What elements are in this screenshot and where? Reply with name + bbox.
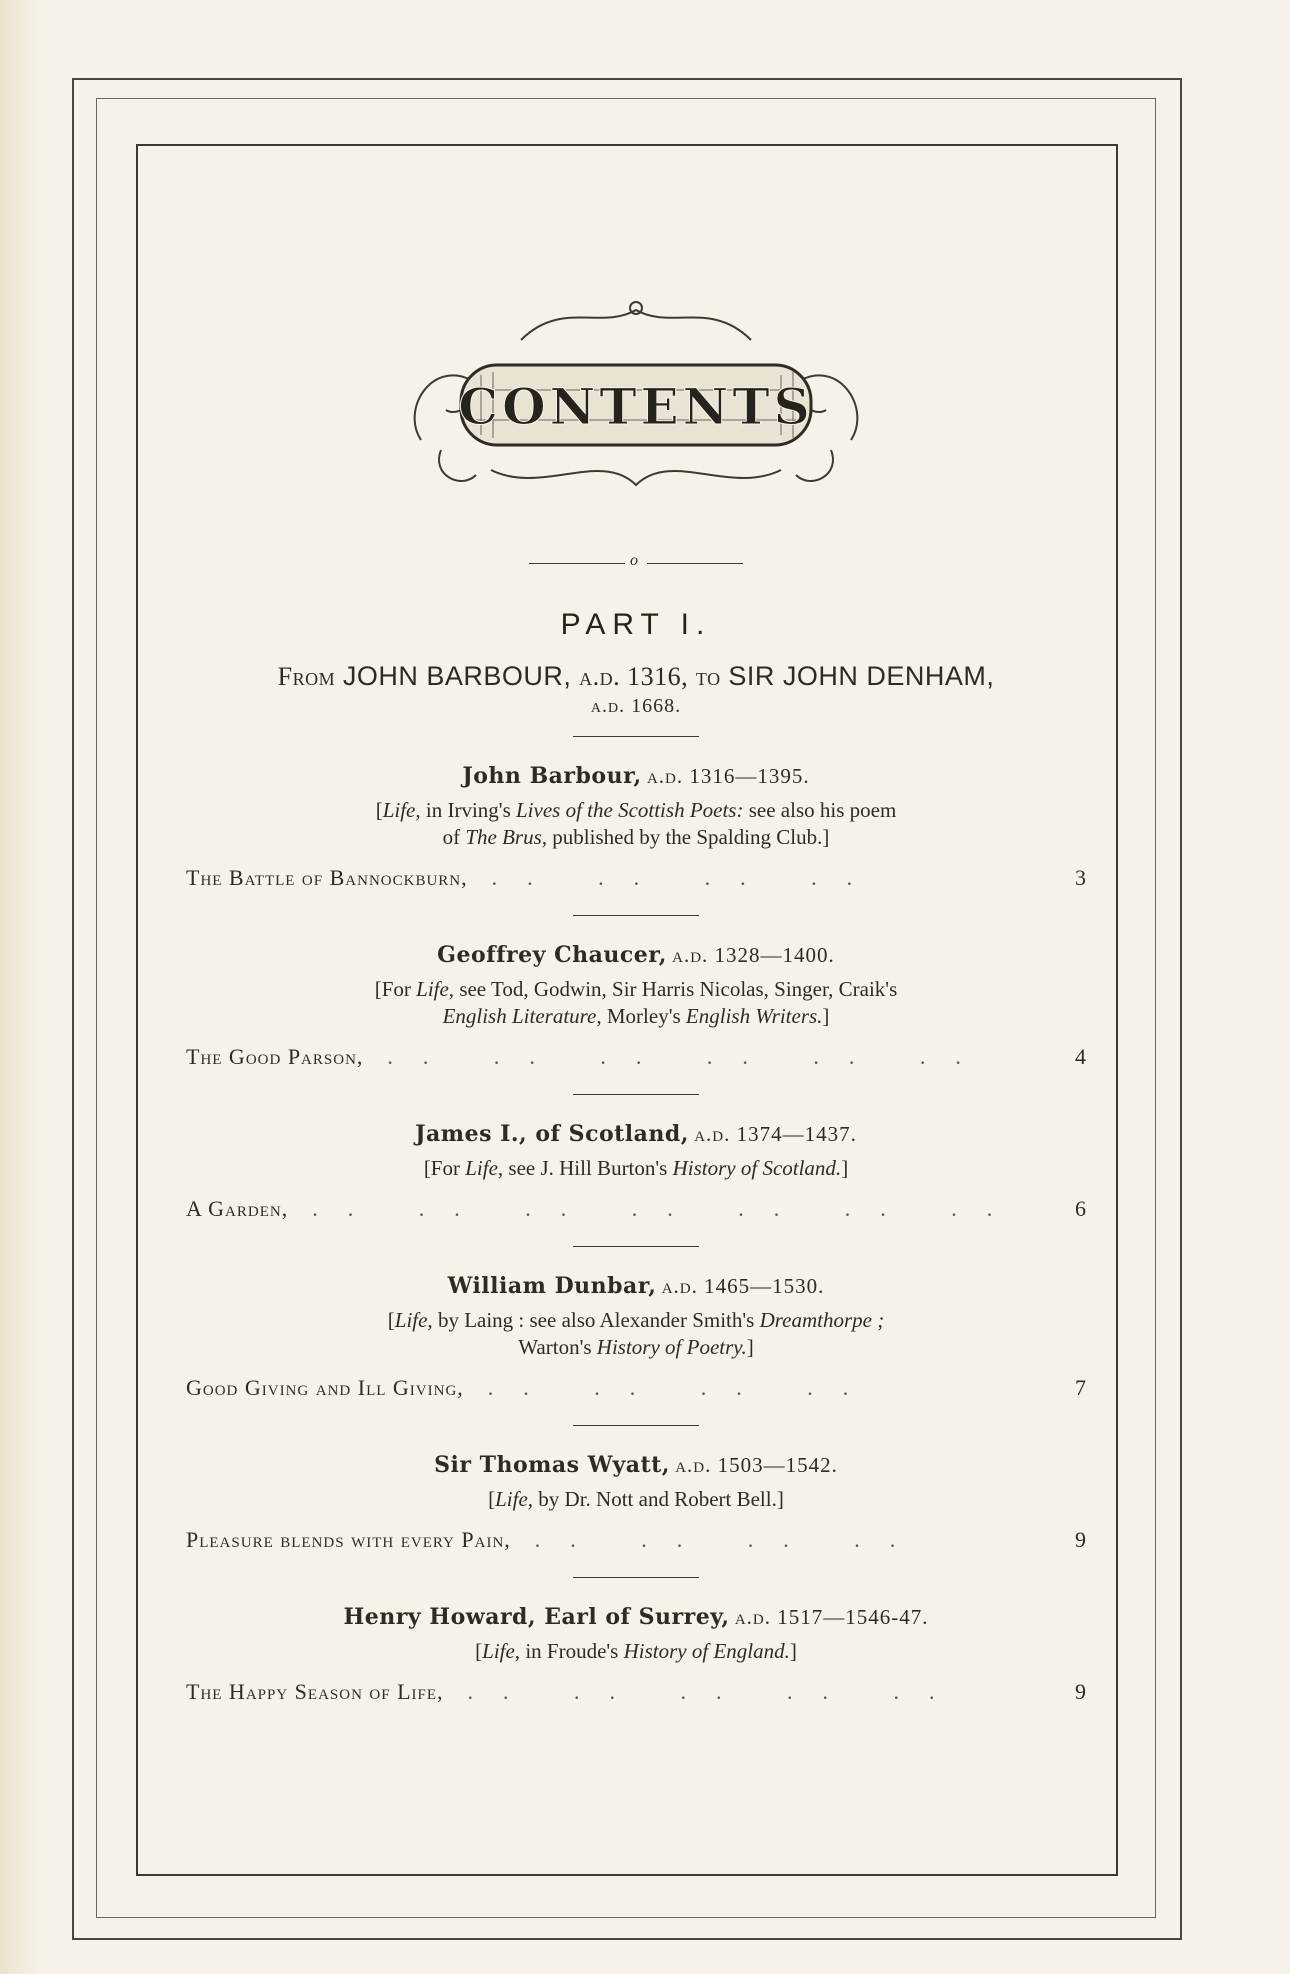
- page-edge-shadow: [0, 0, 40, 1974]
- note-text: in Irving's: [420, 798, 516, 822]
- author-dates: a.d. 1503—1542.: [675, 1453, 838, 1477]
- note-text: [For: [423, 1156, 466, 1180]
- note-text: Warton's: [518, 1335, 597, 1359]
- bibliographic-note: [186, 1638, 1086, 1665]
- author-dates: a.d. 1316—1395.: [646, 764, 810, 788]
- author-heading: [186, 1604, 1086, 1630]
- note-text: [: [375, 798, 383, 822]
- bibliographic-note: [186, 1155, 1086, 1182]
- leader-dots: .. .. .. .. ..: [467, 1679, 965, 1704]
- section-divider: [573, 1425, 699, 1426]
- toc-entry[interactable]: [186, 1196, 1086, 1222]
- note-text: in Froude's: [520, 1639, 624, 1663]
- note-text: see Tod, Godwin, Sir Harris Nicolas, Singer, Craik's: [454, 977, 898, 1001]
- note-text: [For: [374, 977, 417, 1001]
- author-name: James I., of Scotland,: [415, 1121, 689, 1147]
- author-dates: a.d. 1374—1437.: [694, 1122, 857, 1146]
- leader-dots: .. .. .. .. .. ..: [387, 1044, 991, 1069]
- from-date: a.d. 1316,: [579, 662, 689, 691]
- entry-title: A Garden,: [186, 1196, 289, 1221]
- toc-entry[interactable]: [186, 1679, 1086, 1705]
- page-number: 9: [1075, 1527, 1086, 1552]
- toc-entry[interactable]: [186, 1375, 1086, 1401]
- note-italic-text: Life,: [495, 1487, 534, 1511]
- page-number: 3: [1075, 865, 1086, 890]
- note-italic-text: Life,: [394, 1308, 433, 1332]
- toc-entry[interactable]: [186, 1044, 1086, 1070]
- contents-section: [186, 1094, 1086, 1222]
- bibliographic-note: [186, 1486, 1086, 1513]
- note-italic-text: The Brus,: [465, 825, 548, 849]
- page-number: 6: [1075, 1196, 1086, 1221]
- toc-entry[interactable]: [186, 1527, 1086, 1553]
- to-word: to: [695, 662, 721, 691]
- page-number: 4: [1075, 1044, 1086, 1069]
- part-title: PART I.: [560, 608, 712, 641]
- note-italic-text: English Literature,: [442, 1004, 602, 1028]
- contents-banner-ornament: [401, 300, 871, 500]
- ornamental-rule: o: [529, 558, 743, 570]
- leader-dots: .. .. .. ..: [491, 865, 883, 890]
- note-text: by Laing : see also Alexander Smith's: [432, 1308, 760, 1332]
- author-heading: [186, 942, 1086, 968]
- author-heading: [186, 1273, 1086, 1299]
- bibliographic-note: [186, 1307, 1086, 1361]
- note-text: see also his poem: [743, 798, 897, 822]
- note-text: of: [442, 825, 466, 849]
- leader-dots: .. .. .. ..: [534, 1527, 926, 1552]
- entry-title: The Good Parson,: [186, 1044, 364, 1069]
- note-text: ]: [841, 1156, 849, 1180]
- leader-dots: .. .. .. ..: [487, 1375, 879, 1400]
- section-divider: [573, 915, 699, 916]
- page-number: 7: [1075, 1375, 1086, 1400]
- note-text: ]: [746, 1335, 754, 1359]
- note-text: Morley's: [601, 1004, 686, 1028]
- note-italic-text: Life,: [382, 798, 421, 822]
- note-text: ]: [789, 1639, 797, 1663]
- to-name: SIR JOHN DENHAM,: [728, 661, 995, 691]
- section-divider: [573, 1094, 699, 1095]
- note-italic-text: History of Scotland.: [672, 1156, 842, 1180]
- author-dates: a.d. 1328—1400.: [672, 943, 835, 967]
- author-dates: a.d. 1465—1530.: [661, 1274, 825, 1298]
- banner-title: CONTENTS: [458, 377, 814, 436]
- toc-entry[interactable]: [186, 865, 1086, 891]
- author-name: Geoffrey Chaucer,: [437, 942, 667, 968]
- note-text: [: [387, 1308, 395, 1332]
- contents-sections: [186, 736, 1086, 1705]
- entry-title: The Battle of Bannockburn,: [186, 865, 468, 890]
- page-number: 9: [1075, 1679, 1086, 1704]
- author-name: Henry Howard, Earl of Surrey,: [343, 1604, 730, 1630]
- author-heading: [186, 1121, 1086, 1147]
- author-name: John Barbour,: [462, 763, 642, 789]
- author-name: William Dunbar,: [447, 1273, 657, 1299]
- to-date: a.d. 1668.: [590, 695, 682, 717]
- note-text: by Dr. Nott and Robert Bell.]: [533, 1487, 784, 1511]
- note-text: ]: [822, 1004, 830, 1028]
- author-heading: [186, 763, 1086, 789]
- contents-section: [186, 736, 1086, 891]
- section-divider: [573, 736, 699, 737]
- contents-section: [186, 1577, 1086, 1705]
- contents-section: [186, 1246, 1086, 1401]
- bibliographic-note: [186, 976, 1086, 1030]
- note-italic-text: Life,: [465, 1156, 504, 1180]
- part-range: [186, 660, 1086, 693]
- contents-page: [186, 300, 1086, 1705]
- section-divider: [573, 1577, 699, 1578]
- note-italic-text: History of England.: [623, 1639, 790, 1663]
- from-word: From: [277, 662, 336, 691]
- bibliographic-note: [186, 797, 1086, 851]
- author-dates: a.d. 1517—1546-47.: [734, 1605, 929, 1629]
- note-italic-text: Life,: [416, 977, 455, 1001]
- contents-section: [186, 1425, 1086, 1553]
- note-text: see J. Hill Burton's: [503, 1156, 673, 1180]
- leader-dots: .. .. .. .. .. .. ..: [312, 1196, 1023, 1221]
- section-divider: [573, 1246, 699, 1247]
- note-text: published by the Spalding Club.]: [547, 825, 830, 849]
- note-italic-text: Life,: [482, 1639, 521, 1663]
- note-italic-text: History of Poetry.: [596, 1335, 747, 1359]
- note-text: [: [488, 1487, 496, 1511]
- note-italic-text: Lives of the Scottish Poets:: [516, 798, 744, 822]
- entry-title: Pleasure blends with every Pain,: [186, 1527, 511, 1552]
- author-name: Sir Thomas Wyatt,: [434, 1452, 670, 1478]
- note-text: [: [475, 1639, 483, 1663]
- entry-title: The Happy Season of Life,: [186, 1679, 444, 1704]
- note-italic-text: Dreamthorpe ;: [759, 1308, 885, 1332]
- author-heading: [186, 1452, 1086, 1478]
- from-name: JOHN BARBOUR,: [342, 661, 572, 691]
- note-italic-text: English Writers.: [685, 1004, 823, 1028]
- entry-title: Good Giving and Ill Giving,: [186, 1375, 464, 1400]
- contents-section: [186, 915, 1086, 1070]
